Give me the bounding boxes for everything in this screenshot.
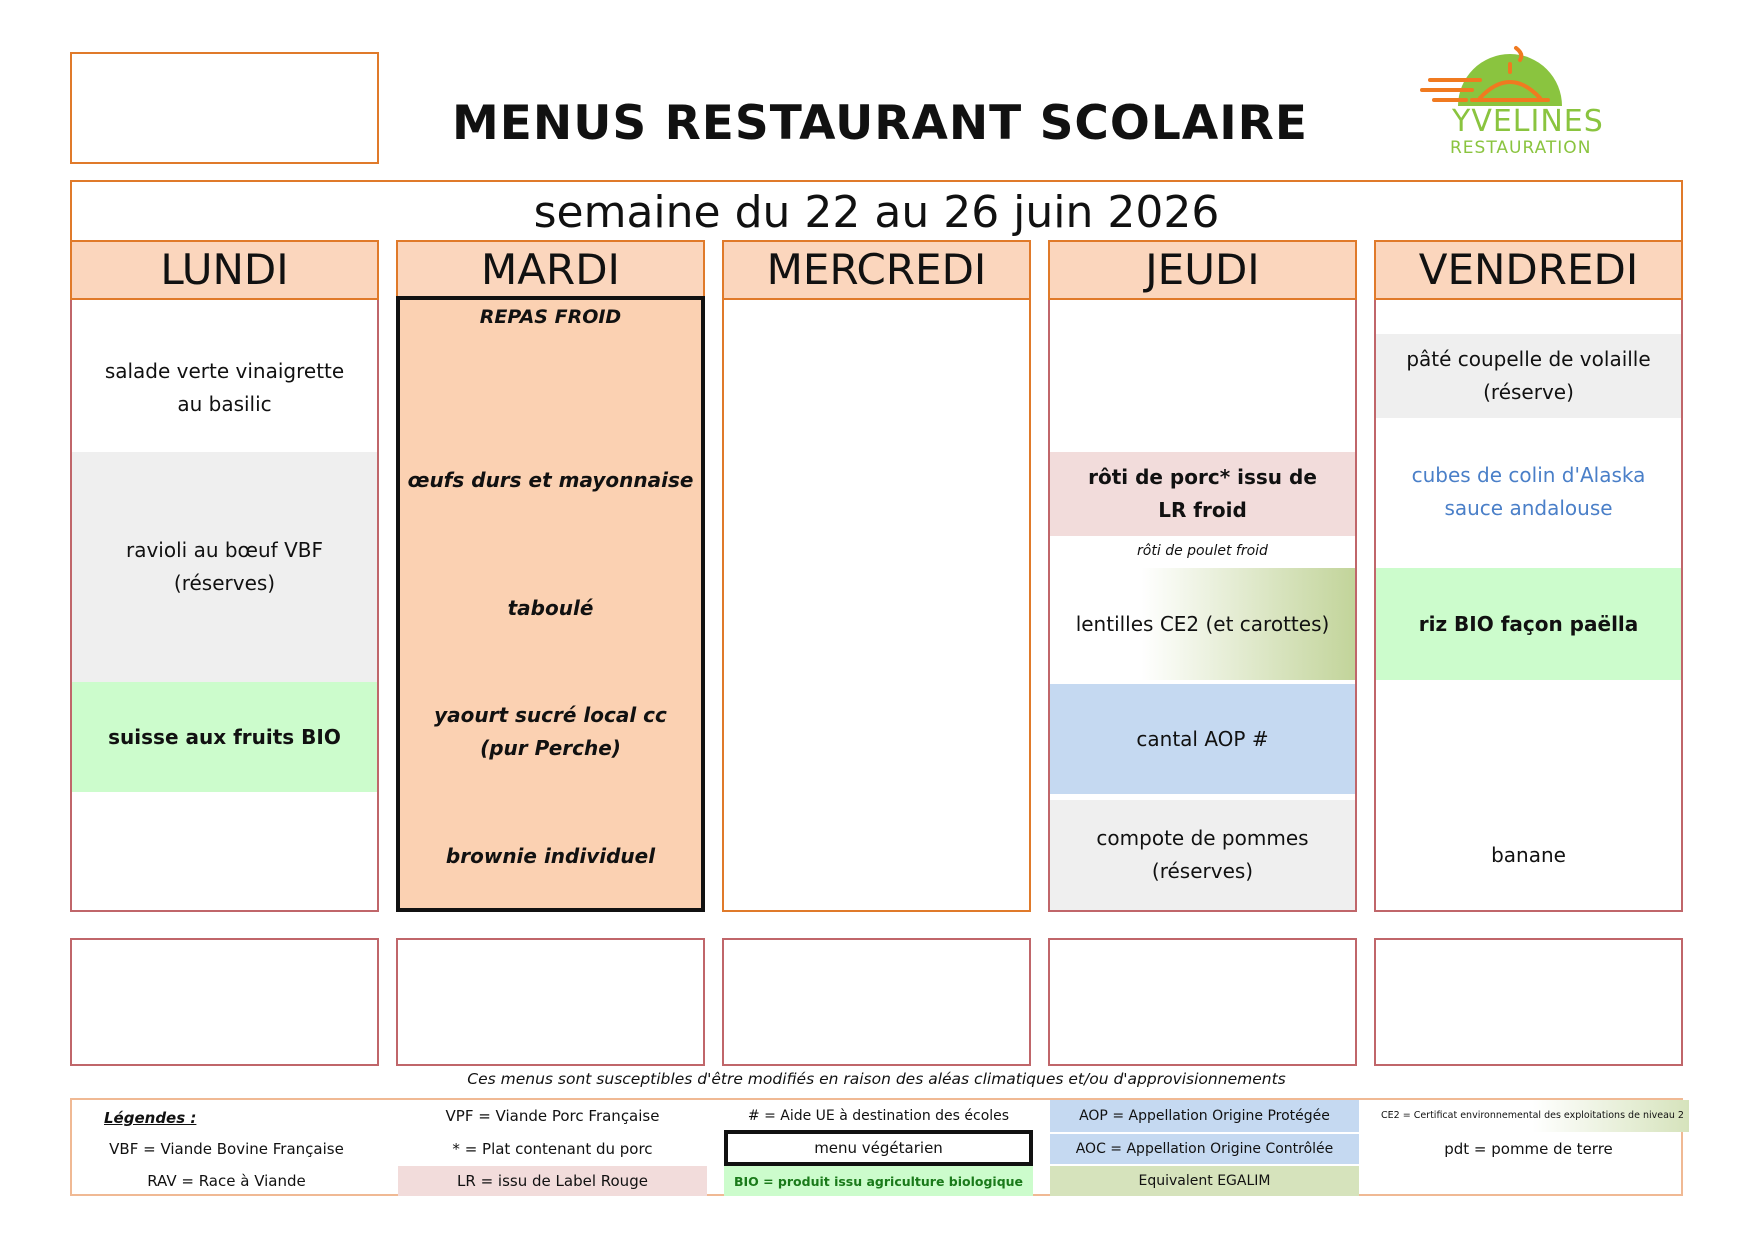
legend-vegetarien: menu végétarien <box>724 1130 1033 1166</box>
jeudi-dessert: compote de pommes (réserves) <box>1050 800 1355 910</box>
logo-line1: YVELINES <box>1452 104 1604 139</box>
legend-title: Légendes : <box>104 1109 197 1127</box>
logo-line2: RESTAURATION <box>1450 138 1592 158</box>
jeudi-laitage: cantal AOP # <box>1050 684 1355 794</box>
day-header-mercredi: MERCREDI <box>722 240 1031 300</box>
legend-porc: * = Plat contenant du porc <box>452 1140 653 1158</box>
vendredi-dessert: banane <box>1491 842 1566 867</box>
legend-egalim: Equivalent EGALIM <box>1050 1166 1359 1196</box>
lundi-laitage: suisse aux fruits BIO <box>72 682 377 792</box>
logo <box>1420 36 1604 158</box>
day-column-vendredi <box>1374 300 1683 912</box>
day-header-vendredi: VENDREDI <box>1374 240 1683 300</box>
bottom-box-mercredi <box>722 938 1031 1066</box>
lundi-plat: ravioli au bœuf VBF (réserves) <box>72 452 377 682</box>
legend-aide-ue: # = Aide UE à destination des écoles <box>747 1108 1010 1124</box>
mardi-accompagnement: taboulé <box>507 595 594 620</box>
day-header-lundi: LUNDI <box>70 240 379 300</box>
legend-pdt: pdt = pomme de terre <box>1444 1140 1613 1158</box>
legend-rav: RAV = Race à Viande <box>147 1172 306 1190</box>
top-left-box <box>70 52 379 164</box>
day-header-mardi: MARDI <box>396 240 705 300</box>
legend-bio: BIO = produit issu agriculture biologique <box>724 1166 1033 1196</box>
vendredi-entree: pâté coupelle de volaille (réserve) <box>1376 334 1681 418</box>
page-title: MENUS RESTAURANT SCOLAIRE <box>452 96 1308 151</box>
legend-lr: LR = issu de Label Rouge <box>398 1166 707 1196</box>
day-column-mercredi <box>722 300 1031 912</box>
bottom-box-jeudi <box>1048 938 1357 1066</box>
day-column-jeudi <box>1048 300 1357 912</box>
mardi-label: REPAS FROID <box>479 305 622 328</box>
disclaimer: Ces menus sont susceptibles d'être modifiés en raison des aléas climatiques et/ou d'approvisionnements <box>467 1070 1286 1088</box>
jeudi-plat-sub: rôti de poulet froid <box>1137 543 1268 559</box>
legend-vpf: VPF = Viande Porc Française <box>445 1107 660 1125</box>
legend <box>70 1098 1683 1196</box>
vendredi-plat: cubes de colin d'Alaska sauce andalouse <box>1411 463 1646 520</box>
day-column-lundi <box>70 300 379 912</box>
mardi-laitage: yaourt sucré local cc (pur Perche) <box>434 703 667 760</box>
mardi-entree: œufs durs et mayonnaise <box>407 467 694 492</box>
bottom-box-vendredi <box>1374 938 1683 1066</box>
day-header-jeudi: JEUDI <box>1048 240 1357 300</box>
week-banner: semaine du 22 au 26 juin 2026 <box>70 180 1683 244</box>
legend-aoc: AOC = Appellation Origine Contrôlée <box>1050 1134 1359 1164</box>
bottom-box-mardi <box>396 938 705 1066</box>
mardi-dessert: brownie individuel <box>445 843 656 868</box>
day-column-mardi <box>396 296 705 912</box>
legend-vbf: VBF = Viande Bovine Française <box>109 1140 344 1158</box>
jeudi-accompagnement: lentilles CE2 (et carottes) <box>1050 568 1355 680</box>
vendredi-accompagnement: riz BIO façon paëlla <box>1376 568 1681 680</box>
jeudi-plat: rôti de porc* issu de LR froid <box>1050 452 1355 536</box>
legend-aop: AOP = Appellation Origine Protégée <box>1050 1100 1359 1132</box>
legend-ce2: CE2 = Certificat environnemental des exploitations de niveau 2 <box>1376 1100 1689 1132</box>
lundi-entree: salade verte vinaigrette au basilic <box>104 359 345 416</box>
bottom-box-lundi <box>70 938 379 1066</box>
